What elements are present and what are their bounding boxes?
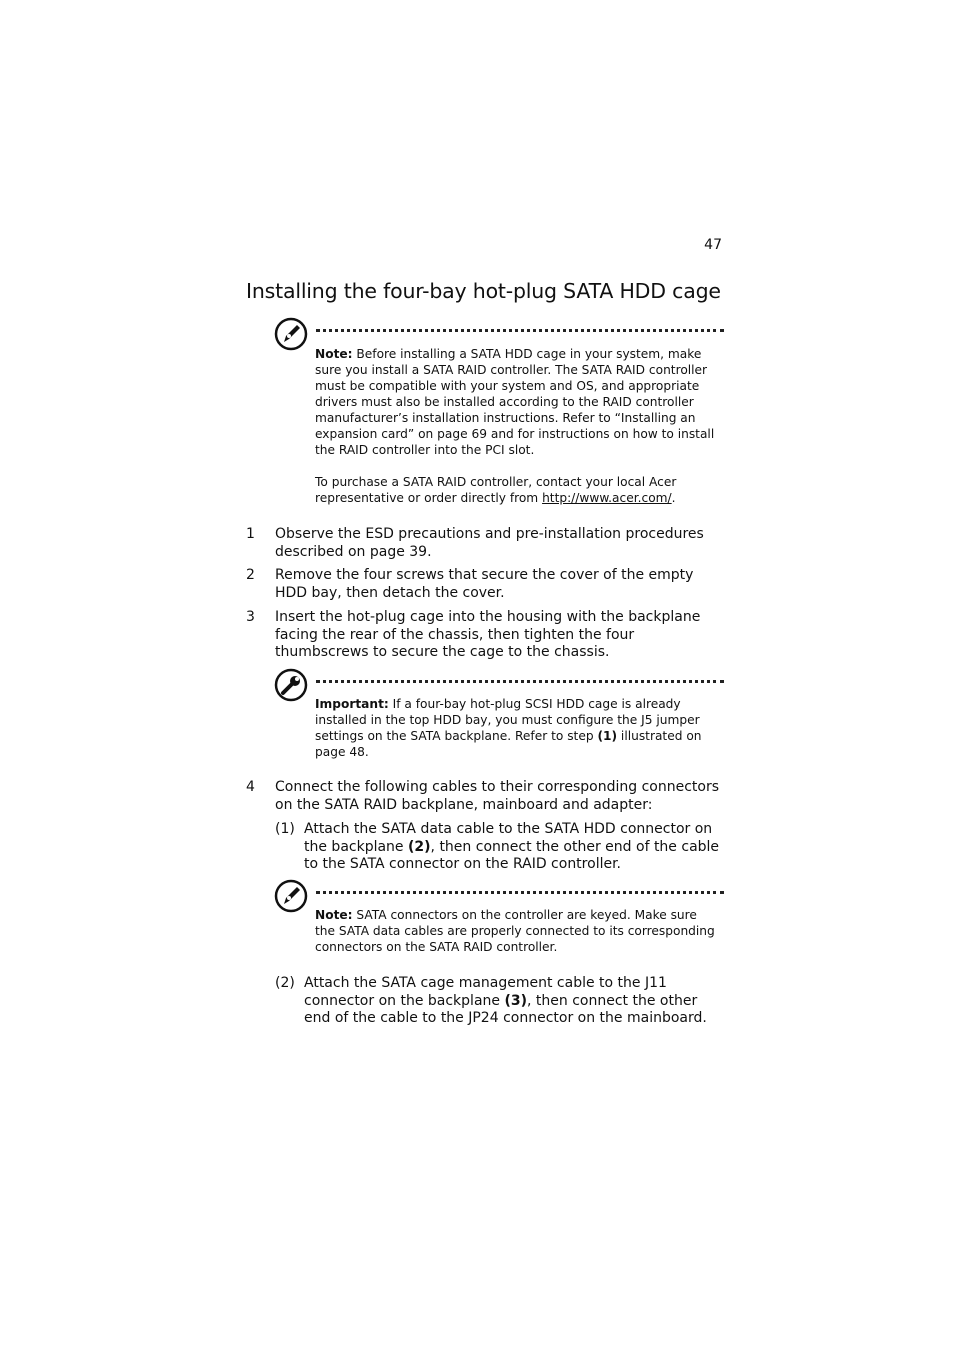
note-text — [315, 907, 719, 955]
step-number: 3 — [246, 609, 255, 625]
acer-website-link[interactable]: http://www.acer.com/ — [542, 491, 672, 505]
important-body: If a four-bay hot-plug SCSI HDD cage is already installed in the top HDD bay, you must configure the J5 jumper settings on the SATA backplane. Refer to step — [315, 697, 700, 743]
note-body: Before installing a SATA HDD cage in your system, make sure you install a SATA RAID controller. The SATA RAID controller must be compatible with your system and OS, and appropriate drivers must also be installed according to the RAID controller manufacturer’s installation instructions. Refer to “Installing an expansion card” on page 69 and for instructions on how to install the RAID controller into the PCI slot. — [315, 347, 715, 457]
callout-ref: (2) — [408, 838, 431, 855]
substep-text — [304, 975, 724, 1028]
note-body: SATA connectors on the controller are keyed. Make sure the SATA data cables are properly connected to its corresponding connectors on the SATA RAID controller. — [315, 908, 715, 954]
step-text: Insert the hot-plug cage into the housing with the backplane facing the rear of the chassis, then tighten the four thumbscrews to secure the cage to the chassis. — [275, 609, 701, 661]
step-ref: (1) — [597, 729, 618, 743]
note-body-2: To purchase a SATA RAID controller, contact your local Acer representative or order directly from — [315, 475, 677, 505]
important-label: Important: — [315, 697, 389, 711]
substep-number: (2) — [275, 975, 295, 991]
substep-text — [304, 821, 724, 874]
substep-number: (1) — [275, 821, 295, 837]
dotted-divider — [316, 329, 724, 332]
substep-text-post: , then connect the other end of the cable to the JP24 connector on the mainboard. — [304, 992, 707, 1027]
substep-text-pre: Attach the SATA cage management cable to the J11 connector on the backplane — [304, 975, 667, 1009]
note-pen-icon — [274, 879, 308, 917]
page-number: 47 — [704, 237, 722, 253]
step-number: 1 — [246, 526, 255, 542]
substep-text-post: , then connect the other end of the cable to the SATA connector on the RAID controller. — [304, 838, 720, 873]
note-period: . — [671, 491, 676, 505]
note-pen-icon — [274, 317, 308, 355]
important-wrench-icon — [274, 668, 308, 706]
dotted-divider — [316, 891, 724, 894]
note-label: Note: — [315, 347, 353, 361]
note-text — [315, 346, 719, 506]
callout-ref: (3) — [504, 992, 528, 1009]
important-body-end: illustrated on page 48. — [315, 729, 702, 759]
note-label: Note: — [315, 908, 353, 922]
step-text: Connect the following cables to their corresponding connectors on the SATA RAID backplane, mainboard and adapter: — [275, 779, 720, 813]
dotted-divider — [316, 680, 724, 683]
step-number: 4 — [246, 779, 255, 795]
step-text: Remove the four screws that secure the cover of the empty HDD bay, then detach the cover. — [275, 567, 694, 601]
step-text: Observe the ESD precautions and pre-installation procedures described on page 39. — [275, 526, 704, 560]
step-number: 2 — [246, 567, 255, 583]
page-title: Installing the four-bay hot-plug SATA HDD cage — [246, 279, 721, 303]
substep-text-pre: Attach the SATA data cable to the SATA HDD connector on the backplane — [304, 821, 713, 855]
important-text — [315, 696, 719, 760]
